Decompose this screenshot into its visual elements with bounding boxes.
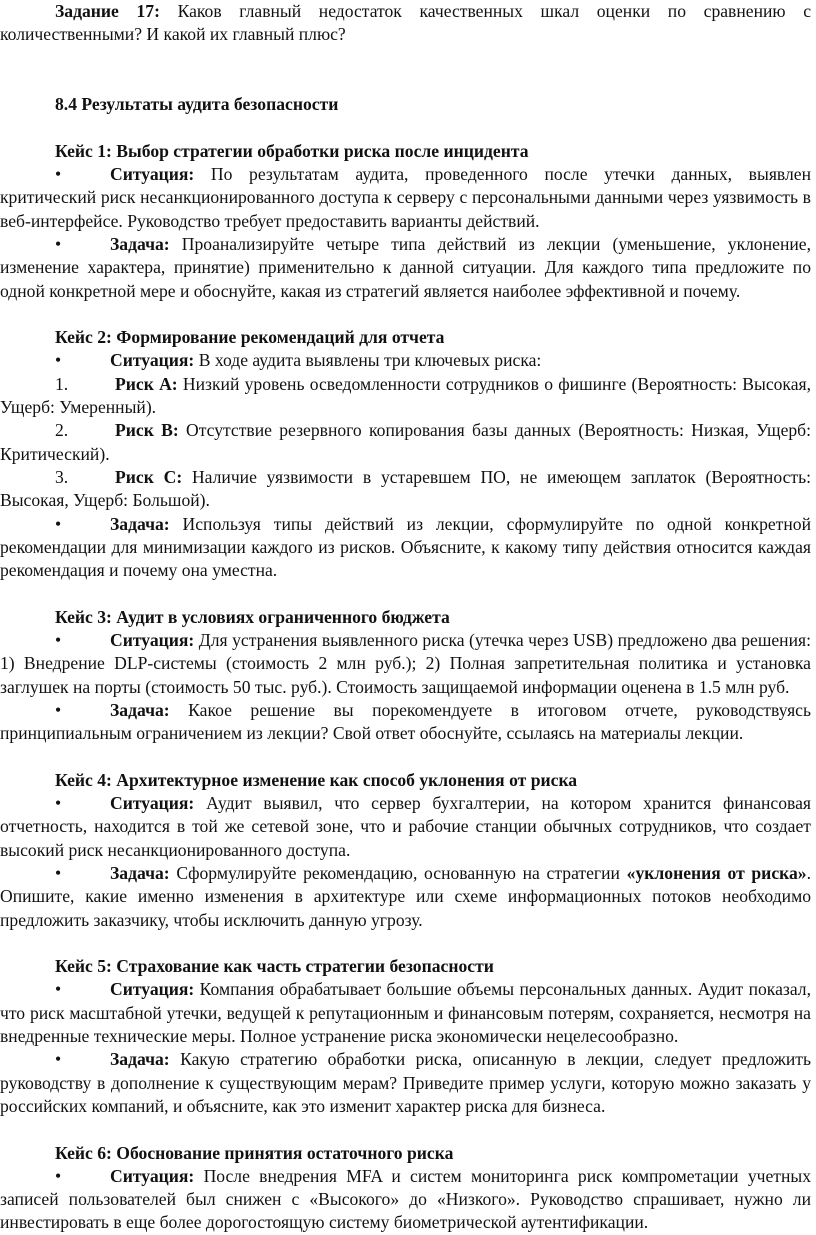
item-label: Задача: [110,233,170,254]
list-item [0,792,811,862]
item-label: Риск A: [115,373,178,394]
list-item [0,163,811,233]
item-number: 2. [55,420,69,441]
bullet-icon: • [55,350,62,371]
bullet-icon: • [55,1165,62,1186]
bullet-icon: • [55,1049,62,1070]
bullet-icon: • [55,862,62,883]
list-item [0,699,811,746]
item-text: Низкий уровень осведомленности сотрудников о фишинге (Вероятность: Высокая, Ущерб: Умеренный). [0,373,812,418]
item-text: Аудит выявил, что сервер бухгалтерии, на котором хранится финансовая отчетность, находится в той же сетевой зоне, что и рабочие станции обычных сотрудников, что создает высокий риск несанкционированного доступа. [0,793,811,860]
item-number: 1. [55,373,69,394]
item-text: Компания обрабатывает большие объемы персональных данных. Аудит показал, что риск масштабной утечки, ведущей к репутационным и финансовым потерям, сохраняется, несмотря на внедренные технические меры. Полное устранение риска экономически нецелесообразно. [0,979,811,1047]
list-item [0,1165,811,1235]
bullet-icon: • [55,630,62,651]
case-title: Кейс 4: Архитектурное изменение как способ уклонения от риска [55,769,578,790]
case-title: Кейс 5: Страхование как часть стратегии безопасности [55,956,494,977]
bullet-icon: • [55,699,62,720]
item-label: Риск B: [115,420,179,441]
list-item [0,978,811,1048]
numbered-item [0,373,811,420]
item-text: Используя типы действий из лекции, сформулируйте по одной конкретной рекомендации для минимизации каждого из рисков. Объясните, к какому типу действия относится каждая рекомендация и почему она уместна. [0,513,811,581]
bullet-icon: • [55,233,62,254]
item-text: В ходе аудита выявлены три ключевых риска: [198,350,542,371]
list-item [0,629,811,699]
item-number: 3. [55,466,69,487]
item-text: По результатам аудита, проведенного после утечки данных, выявлен критический риск несанкционированного доступа к серверу с персональными данными через уязвимость в веб-интерфейсе. Руководство требует предоставить варианты действий. [0,164,811,231]
bullet-icon: • [55,164,62,185]
case-title: Кейс 6: Обоснование принятия остаточного риска [55,1142,454,1163]
case-title: Кейс 2: Формирование рекомендаций для отчета [55,327,445,348]
task-17 [0,0,811,47]
list-item [0,1048,811,1118]
list-item [0,233,811,303]
case-title: Кейс 1: Выбор стратегии обработки риска после инцидента [55,140,529,161]
item-label: Задача: [110,862,170,883]
list-item [0,862,811,932]
item-label: Ситуация: [110,164,195,185]
item-text: Какую стратегию обработки риска, описанную в лекции, следует предложить руководству в дополнение к существующим мерам? Приведите пример услуги, которую можно заказать у российских компаний, и объясните, как это изменит характер риска для бизнеса. [0,1049,811,1116]
task-17-label: Задание 17: [55,1,160,21]
item-label: Ситуация: [110,1165,195,1186]
item-label: Ситуация: [110,793,195,814]
numbered-item [0,419,811,466]
list-item [0,349,811,372]
section-title: 8.4 Результаты аудита безопасности [55,94,339,115]
item-text: Сформулируйте рекомендацию, основанную на стратегии [176,862,620,883]
item-label: Задача: [110,1049,170,1070]
item-text: . Опишите, какие именно изменения в архитектуре или схеме информационных потоков необходимо предложить заказчику, чтобы исключить данную угрозу. [0,862,811,930]
item-text: Проанализируйте четыре типа действий из лекции (уменьшение, уклонение, изменение характера, принятие) применительно к данной ситуации. Для каждого типа предложите по одной конкретной мере и обоснуйте, какая из стратегий является наиболее эффективной и почему. [0,233,811,301]
item-emphasis: «уклонения от риска» [626,862,807,883]
bullet-icon: • [55,513,62,534]
bullet-icon: • [55,979,62,1000]
numbered-item [0,466,811,513]
item-text: Наличие уязвимости в устаревшем ПО, не имеющем заплаток (Вероятность: Высокая, Ущерб: Большой). [0,466,811,511]
item-text: После внедрения MFA и систем мониторинга риск компрометации учетных записей пользователей был снижен с «Высокого» до «Низкого». Руководство спрашивает, нужно ли инвестировать в еще более дорогостоящую систему биометрической аутентификации. [0,1165,812,1233]
bullet-icon: • [55,793,62,814]
case-title: Кейс 3: Аудит в условиях ограниченного бюджета [55,606,450,627]
item-text: Какое решение вы порекомендуете в итоговом отчете, руководствуясь принципиальным ограничением из лекции? Свой ответ обоснуйте, ссылаясь на материалы лекции. [0,699,811,744]
task-17-text: Каков главный недостаток качественных шкал оценки по сравнению с количественными? И какой их главный плюс? [0,1,811,45]
list-item [0,513,811,583]
item-label: Риск C: [115,466,183,487]
item-label: Ситуация: [110,350,195,371]
item-text: Для устранения выявленного риска (утечка через USB) предложено два решения: 1) Внедрение DLP-системы (стоимость 2 млн руб.); 2) Полная запретительная политика и установка заглушек на порты (стоимость 50 тыс. руб.). Стоимость защищаемой информации оценена в 1.5 млн руб. [0,630,811,697]
item-label: Задача: [110,513,170,534]
item-label: Ситуация: [110,979,195,1000]
item-text: Отсутствие резервного копирования базы данных (Вероятность: Низкая, Ущерб: Критический). [0,420,812,464]
item-label: Ситуация: [110,630,195,651]
item-label: Задача: [110,699,170,720]
